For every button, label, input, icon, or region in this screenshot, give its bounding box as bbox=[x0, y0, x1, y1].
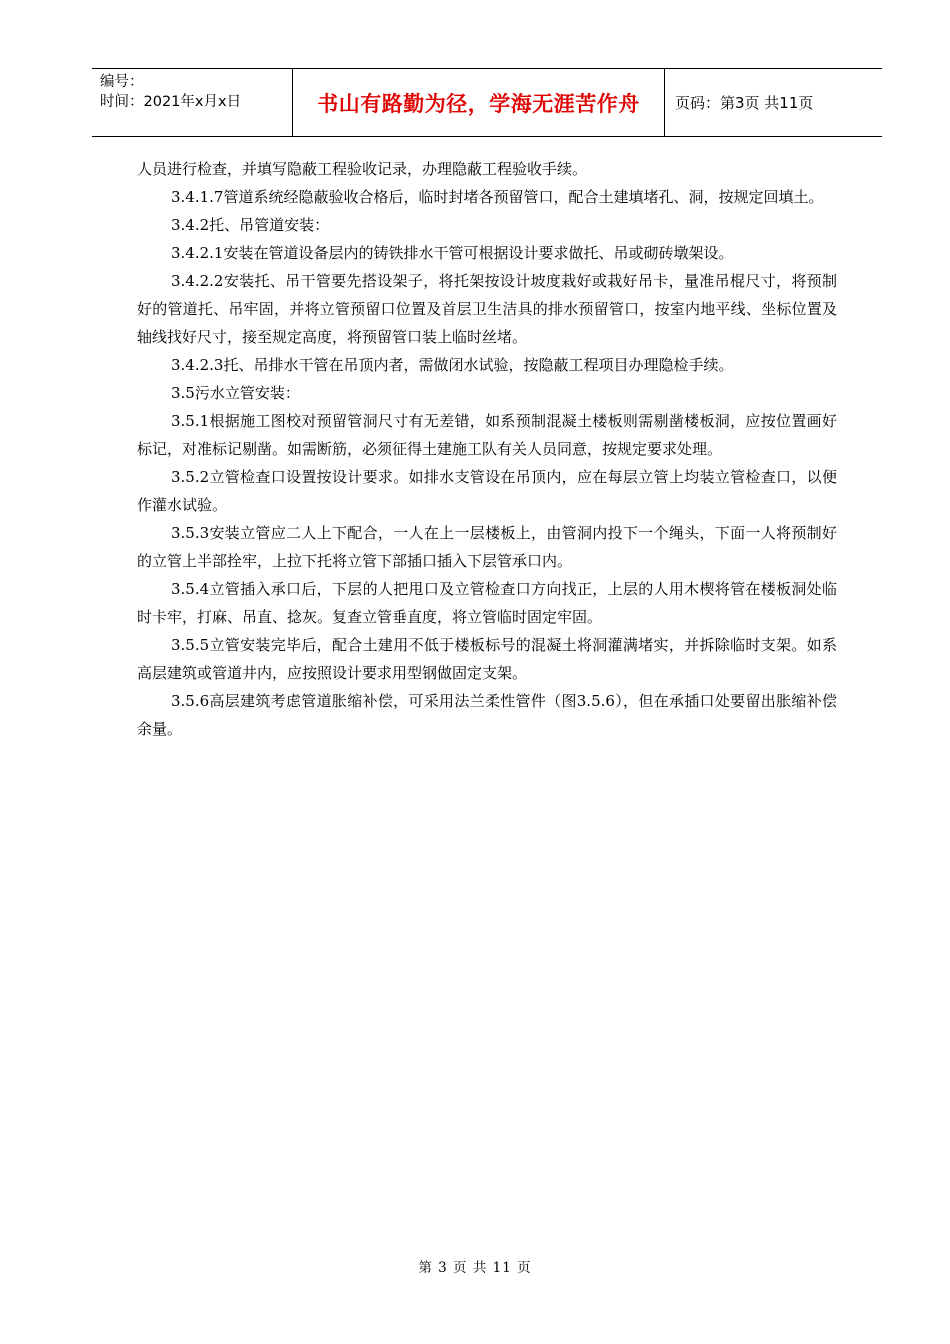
section-heading: 3.4.2托、吊管道安装： bbox=[171, 216, 330, 234]
header-motto: 书山有路勤为径，学海无涯苦作舟 bbox=[293, 69, 665, 136]
date-label: 时间：2021年x月x日 bbox=[100, 94, 242, 110]
paragraph: 3.5.4立管插入承口后，下层的人把甩口及立管检查口方向找正，上层的人用木楔将管在楼板洞处临时卡牢，打麻、吊直、捻灰。复查立管垂直度，将立管临时固定牢固。 bbox=[137, 580, 837, 626]
page-header bbox=[92, 68, 882, 137]
document-body bbox=[137, 155, 837, 743]
paragraph: 3.4.2.3托、吊排水干管在吊顶内者，需做闭水试验，按隐蔽工程项目办理隐检手续。 bbox=[171, 356, 734, 374]
paragraph: 3.5.6高层建筑考虑管道胀缩补偿，可采用法兰柔性管件（图3.5.6），但在承插口处要留出胀缩补偿余量。 bbox=[137, 692, 837, 738]
paragraph: 人员进行检查，并填写隐蔽工程验收记录，办理隐蔽工程验收手续。 bbox=[137, 160, 588, 178]
paragraph: 3.5.5立管安装完毕后，配合土建用不低于楼板标号的混凝土将洞灌满堵实，并拆除临时支架。如系高层建筑或管道井内，应按照设计要求用型钢做固定支架。 bbox=[137, 636, 837, 682]
serial-number-label: 编号： bbox=[100, 74, 144, 90]
section-heading: 3.5污水立管安装： bbox=[171, 384, 300, 402]
paragraph: 3.5.3安装立管应二人上下配合，一人在上一层楼板上，由管洞内投下一个绳头，下面一人将预制好的立管上半部拴牢，上拉下托将立管下部插口插入下层管承口内。 bbox=[137, 524, 837, 570]
paragraph: 3.5.2立管检查口设置按设计要求。如排水支管设在吊顶内，应在每层立管上均装立管检查口，以便作灌水试验。 bbox=[137, 468, 837, 514]
header-page-number: 页码：第3页 共11页 bbox=[675, 94, 814, 112]
paragraph: 3.4.2.1安装在管道设备层内的铸铁排水干管可根据设计要求做托、吊或砌砖墩架设。 bbox=[171, 244, 734, 262]
header-meta bbox=[92, 69, 293, 136]
paragraph: 3.4.2.2安装托、吊干管要先搭设架子，将托架按设计坡度栽好或栽好吊卡，量准吊棍尺寸，将预制好的管道托、吊牢固，并将立管预留口位置及首层卫生洁具的排水预留管口，按室内地平线、坐标位置及轴线找好尺寸，接至规定高度，将预留管口装上临时丝堵。 bbox=[137, 272, 837, 346]
paragraph: 3.5.1根据施工图校对预留管洞尺寸有无差错，如系预制混凝土楼板则需剔凿楼板洞，应按位置画好标记，对准标记剔凿。如需断筋，必须征得土建施工队有关人员同意，按规定要求处理。 bbox=[137, 412, 837, 458]
page-footer: 第 3 页 共 11 页 bbox=[418, 1260, 532, 1276]
paragraph: 3.4.1.7管道系统经隐蔽验收合格后，临时封堵各预留管口，配合土建填堵孔、洞，按规定回填土。 bbox=[171, 188, 824, 206]
